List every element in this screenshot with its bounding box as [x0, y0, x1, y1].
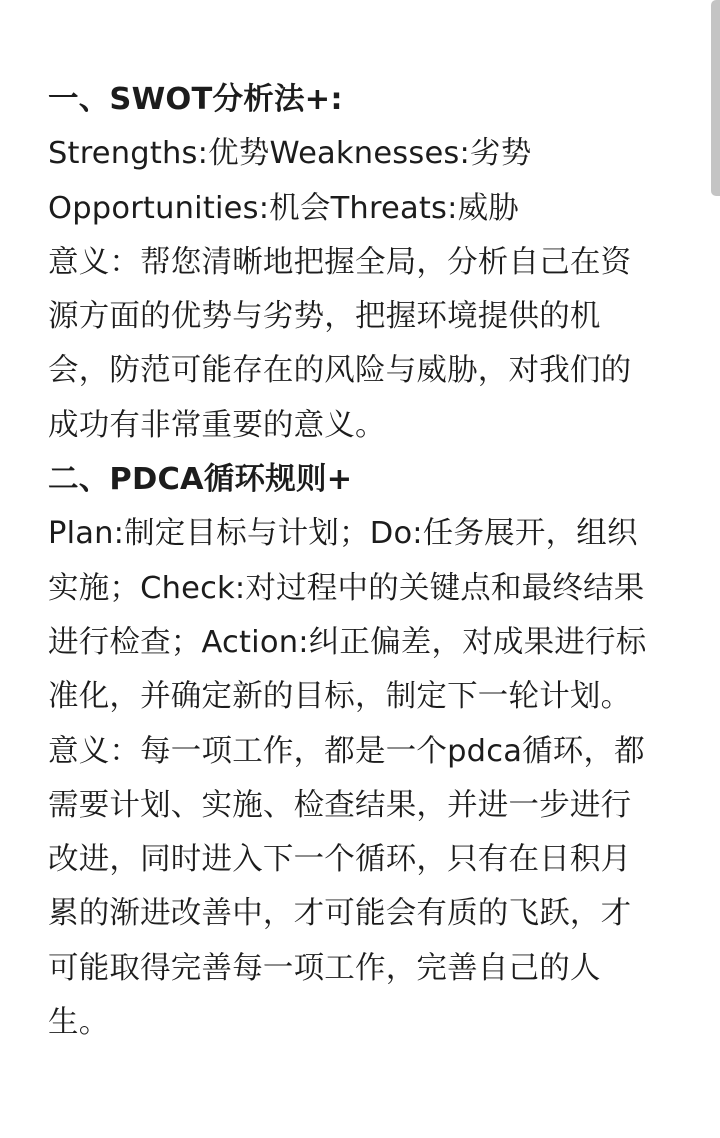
- pdca-meaning-line: 意义：每一项工作，都是一个pdca循环，都: [48, 733, 645, 769]
- pdca-description-line: Plan:制定目标与计划；Do:任务展开，组织: [48, 516, 638, 552]
- swot-opportunities-threats: Opportunities:机会Threats:威胁: [48, 190, 519, 226]
- pdca-section: [48, 453, 668, 1050]
- swot-meaning-line: 源方面的优势与劣势，把握环境提供的机: [48, 299, 601, 335]
- article-body: [48, 73, 668, 1050]
- pdca-heading: 二、PDCA循环规则+: [48, 462, 353, 498]
- pdca-meaning-line: 累的渐进改善中，才可能会有质的飞跃，才: [48, 896, 632, 932]
- scrollbar-thumb[interactable]: [711, 0, 720, 196]
- swot-section: [48, 73, 668, 453]
- pdca-meaning-line: 可能取得完善每一项工作，完善自己的人: [48, 950, 601, 986]
- swot-heading: 一、SWOT分析法+:: [48, 82, 343, 117]
- swot-meaning-line: 意义：帮您清晰地把握全局，分析自己在资: [48, 244, 632, 280]
- pdca-meaning-line: 生。: [48, 1005, 110, 1041]
- pdca-meaning-line: 需要计划、实施、检查结果，并进一步进行: [48, 787, 632, 823]
- pdca-meaning-line: 改进，同时进入下一个循环，只有在日积月: [48, 842, 632, 878]
- swot-meaning-line: 会，防范可能存在的风险与威胁，对我们的: [48, 353, 632, 389]
- swot-strengths-weaknesses: Strengths:优势Weaknesses:劣势: [48, 136, 532, 172]
- pdca-description-line: 实施；Check:对过程中的关键点和最终结果: [48, 570, 645, 606]
- pdca-description-line: 准化，并确定新的目标，制定下一轮计划。: [48, 679, 632, 715]
- swot-meaning-line: 成功有非常重要的意义。: [48, 407, 386, 443]
- pdca-description-line: 进行检查；Action:纠正偏差，对成果进行标: [48, 624, 647, 660]
